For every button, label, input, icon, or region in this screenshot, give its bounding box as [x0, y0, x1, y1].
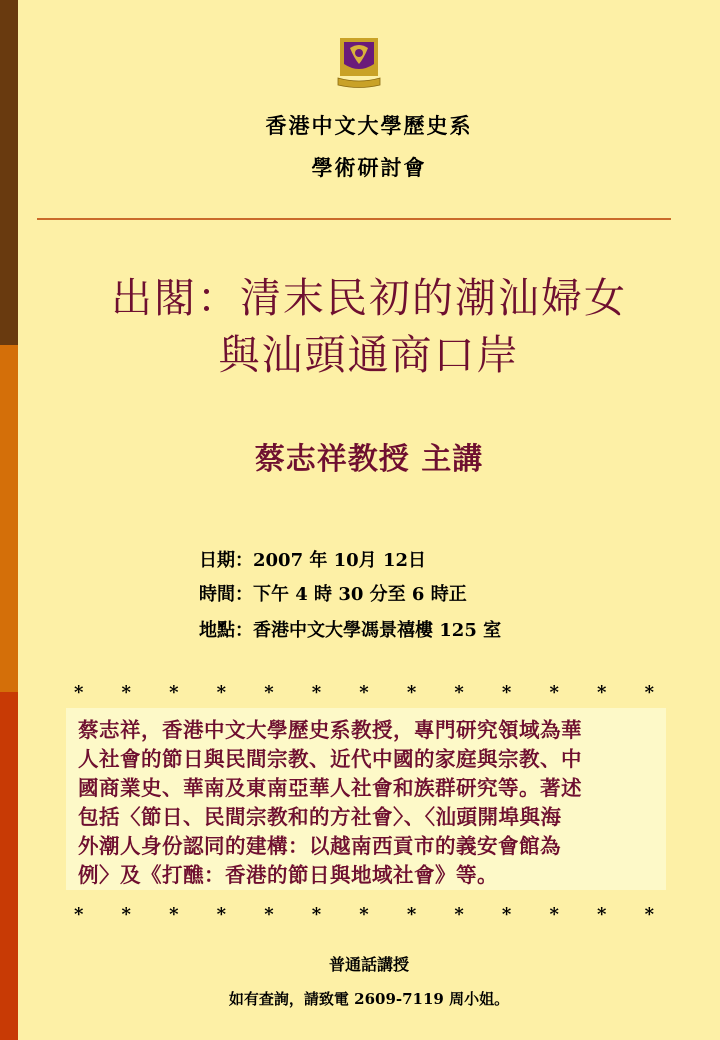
lecture-title-line-2: 與汕頭通商口岸 [218, 331, 520, 379]
star: * [169, 682, 179, 703]
star: * [216, 904, 227, 925]
event-type: 學術研討會 [311, 155, 427, 180]
star: * [454, 682, 464, 703]
venue-info: 地點：香港中文大學馮景禧樓 125 室 [199, 620, 502, 641]
star: * [74, 682, 84, 703]
contact-info: 如有查詢，請致電 2609-7119 周小姐。 [228, 990, 510, 1008]
star: * [121, 904, 131, 925]
star: * [169, 904, 179, 925]
university-crest-logo [336, 38, 382, 90]
star: * [216, 682, 227, 703]
bio-line: 包括〈節日、民間宗教和的方社會〉、〈汕頭開埠與海 [78, 805, 562, 829]
side-stripe-red [0, 692, 18, 1040]
side-stripe-brown [0, 0, 18, 345]
language-note: 普通話講授 [328, 955, 409, 974]
time-info: 時間：下午 4 時 30 分至 6 時正 [199, 584, 467, 605]
speaker-biography [66, 708, 666, 890]
star: * [121, 682, 131, 703]
star: * [311, 904, 322, 925]
department-name: 香港中文大學歷史系 [265, 113, 473, 138]
star: * [644, 904, 654, 925]
star: * [74, 904, 84, 925]
bio-line: 蔡志祥，香港中文大學歷史系教授，專門研究領域為華 [78, 718, 582, 742]
star: * [264, 682, 274, 703]
star-divider-top [74, 682, 654, 703]
star: * [454, 904, 464, 925]
bio-line: 國商業史、華南及東南亞華人社會和族群研究等。著述 [78, 776, 582, 800]
star: * [644, 682, 654, 703]
star: * [597, 904, 607, 925]
star: * [549, 904, 559, 925]
star: * [406, 682, 417, 703]
star: * [597, 682, 607, 703]
lecture-title-line-1: 出閣：清末民初的潮汕婦女 [111, 274, 627, 322]
divider-line [37, 218, 671, 220]
star: * [501, 904, 512, 925]
star: * [311, 682, 322, 703]
bio-line: 人社會的節日與民間宗教、近代中國的家庭與宗教、中 [78, 747, 582, 771]
side-stripe-orange [0, 345, 18, 692]
star-divider-bottom [74, 904, 654, 925]
date-info: 日期：2007 年 10月 12日 [199, 550, 426, 571]
speaker-name: 蔡志祥教授 主講 [254, 442, 484, 477]
bio-line: 例〉及《打醮：香港的節日與地域社會》等。 [78, 863, 498, 887]
star: * [549, 682, 559, 703]
bio-line: 外潮人身份認同的建構：以越南西貢市的義安會館為 [78, 834, 561, 858]
star: * [359, 682, 369, 703]
star: * [359, 904, 369, 925]
star: * [501, 682, 512, 703]
star: * [264, 904, 274, 925]
star: * [406, 904, 417, 925]
